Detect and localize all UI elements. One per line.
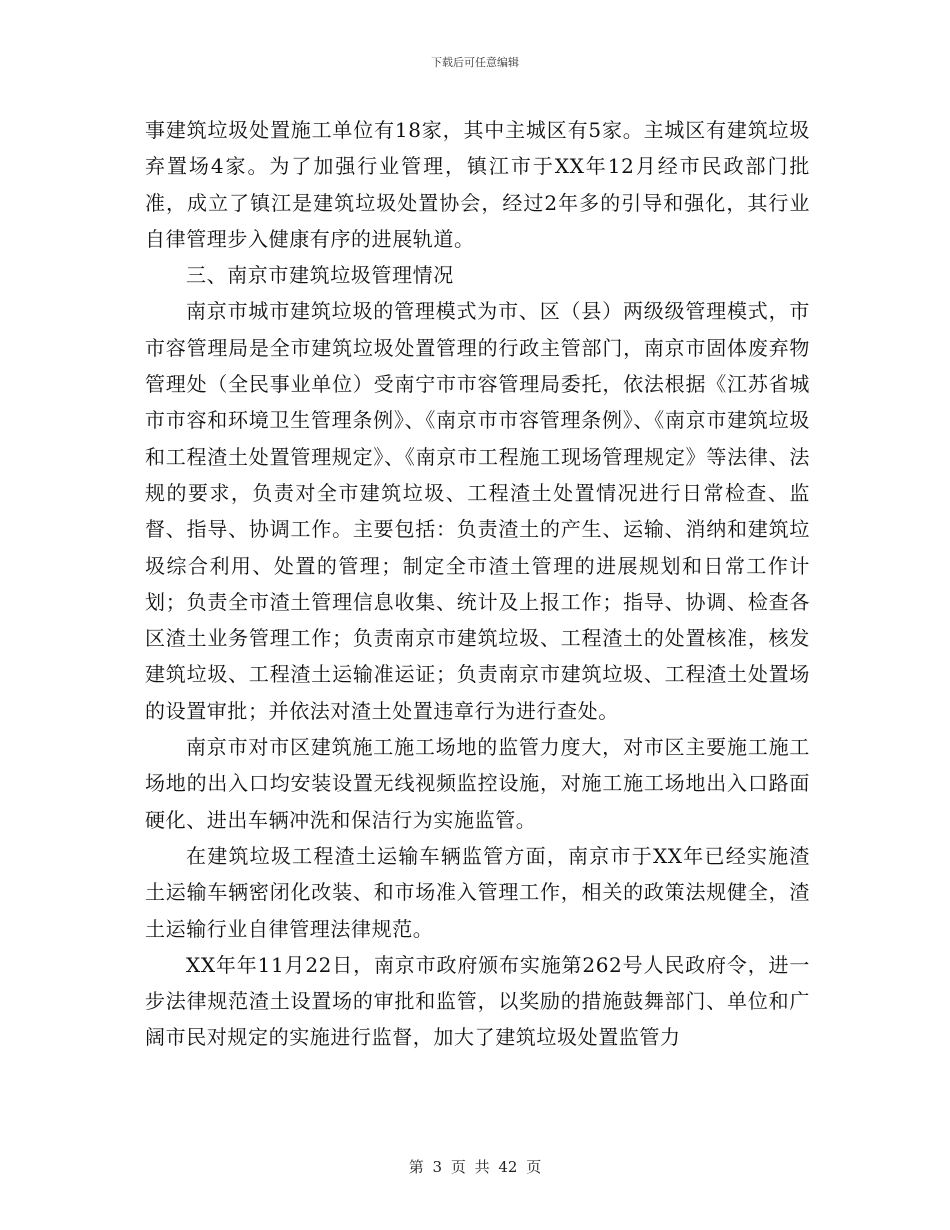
- paragraph-continuation: 事建筑垃圾处置施工单位有18家，其中主城区有5家。主城区有建筑垃圾弃置场4家。为了加强行业管理，镇江市于XX年12月经市民政部门批准，成立了镇江是建筑垃圾处置协会，经过2年多的引导和强化，其行业自律管理步入健康有序的进展轨道。: [145, 118, 810, 251]
- paragraph-government-order: XX年年11月22日，南京市政府颁布实施第262号人民政府令，进一步法律规范渣土设置场的审批和监管，以奖励的措施鼓舞部门、单位和广阔市民对规定的实施进行监督，加大了建筑垃圾处置监管力: [145, 952, 810, 1050]
- paragraph-vehicle-supervision: 在建筑垃圾工程渣土运输车辆监管方面，南京市于XX年已经实施渣土运输车辆密闭化改装、和市场准入管理工作，相关的政策法规健全，渣土运输行业自律管理法律规范。: [145, 843, 810, 941]
- page-footer: 第 3 页 共 42 页: [408, 1158, 542, 1176]
- section-heading: 三、南京市建筑垃圾管理情况: [186, 263, 454, 288]
- page-header: 下载后可任意编辑: [431, 56, 519, 69]
- paragraph-site-supervision: 南京市对市区建筑施工施工场地的监管力度大，对市区主要施工施工场地的出入口均安装设置无线视频监控设施，对施工施工场地出入口路面硬化、进出车辆冲洗和保洁行为实施监管。: [145, 735, 810, 832]
- paragraph-management-mode: 南京市城市建筑垃圾的管理模式为市、区（县）两级级管理模式，市市容管理局是全市建筑垃圾处置管理的行政主管部门，南京市固体废弃物管理处（全民事业单位）受南宁市市容管理局委托，依法根据《江苏省城市市容和环境卫生管理条例》、《南京市市容管理条例》、《南京市建筑垃圾和工程渣土处置管理规定》、《南京市工程施工现场管理规定》等法律、法规的要求，负责对全市建筑垃圾、工程渣土处置情况进行日常检查、监督、指导、协调工作。主要包括：负责渣土的产生、运输、消纳和建筑垃圾综合利用、处置的管理；制定全市渣土管理的进展规划和日常工作计划；负责全市渣土管理信息收集、统计及上报工作；指导、协调、检查各区渣土业务管理工作；负责南京市建筑垃圾、工程渣土的处置核准，核发建筑垃圾、工程渣土运输准运证；负责南京市建筑垃圾、工程渣土处置场的设置审批；并依法对渣土处置违章行为进行查处。: [145, 299, 810, 723]
- document-body: [145, 112, 810, 1056]
